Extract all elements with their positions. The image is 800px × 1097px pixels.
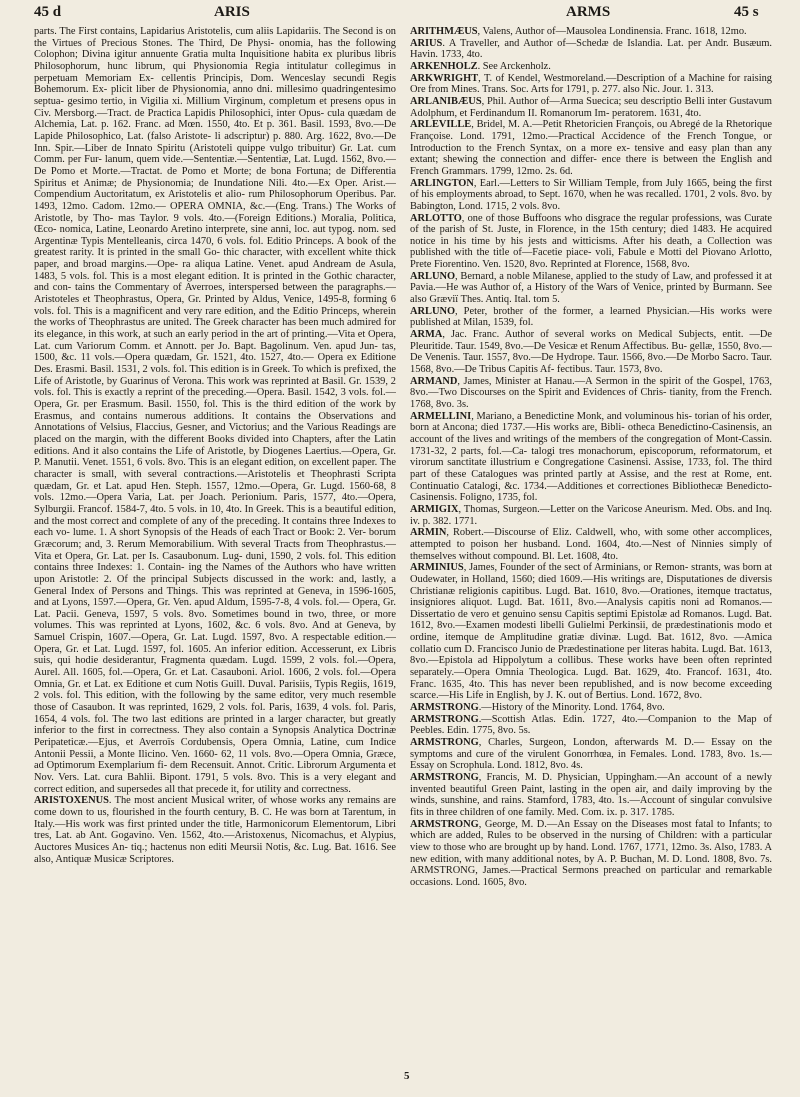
entry-aristotle-continued: parts. The First contains, Lapidarius Aristotelis, cum aliis Lapidariis. The Second is on the Virtues of Precious Stones. The Third, De Physi- onomia, has the following Colophon; Divina igitur annuente Gratia multa Inquisitione habita ex pluribus libris Philosophorum, hunc librum, qui Physionomia Regia intitulatur collegimus in perpetuam Memoriam Ex- cellentis Principis, Dom. Wenceslay secundi Regis Bohemorum. Ex- plicit liber de Physionomia, anno dni. millesimo quadringentesimo septua- gesimo tertio, in Vigilia xi. Millium Virginum, completum et presens opus in Civ. Mersborg.—Tract. de Practica Lapidis Philosophici, inter Opus- cula quædam de Alchemia, Lat. p. 162. Franc. ad Mœn. 1550, 4to. Et p. 361. Basil. 1593, 8vo.—De Lapide Philosophico, Lat. (falso Aristote- li adscriptur) p. 880. Arg. 1622, 8vo.—De Inn. Spir.—Liber de Innato Spiritu (Aristoteli quippe vulgo tribuitur) Gr. Lat. cum Comm. per Fur- lanum, quem vide.—Sententiæ.—Sententiæ, Lat. Lugd. 1562, 8vo.— De Pomo et Morte.—Tractat. de Pomo et Morte; de bona Fortuna; de Differentia Spiritus et Animæ; de Physionomia; de Inundatione Nili. 4to.—Ex Oper. Arist.—Compendium Auctoritatum, ex Aristotelis et alio- rum Philosophorum Operibus. Par. 1493, 12mo. Cadom. 12mo.— OPERA OMNIA, &c.—(Eng. Trans.) The Works of Aristotle, by Tho- mas Taylor. 9 vols. 4to.—(Foreign Editions.) Moralia, Politica, Œco- nomica, Latine, Leonardo Aretino interprete, sine anni, loc. aut typog. nom. sed Argentinæ Typis Mentelleanis, circa 1470, 6 vols. fol. Editio Princeps. A book of the greatest rarity. It is printed in the small Go- thic character, with excellent white thick paper, and broad margins.—Ope- ra aliqua Latine. Venet. apud Andream de Asula, 1483, 5 vols. fol. This is a most elegant edition. It is printed in the Gothic character, and con- tains the Commentary of Averroes, interspersed between the paragraphs.— Aristoteles et Theophrastus, Opera, Gr. Printed by Aldus, Venice, 1495-8, forming 6 vols. fol. This is a magnificent and very rare edition, and the Editio Princeps, wherein the works of Theophrastus are united. The Greek character has been much admired for its elegance, in this work, at such an early period in the art of printing.—Vita et Opera, Lat. cum Variorum Comm. et Annott. per Jo. Bapt. Bagolinum. Ven. apud Jun- tas, 1500, &c. 11 vols.—Opera quædam, Gr. 1521, 4to. 1527, 4to.— Opera ex Editione Des. Erasmi. Basil. 1531, 2 vols. fol. This edition is in Greek. To which is prefixed, the Life of Aristotle, by Guarinus of Verona. This work was reprinted at Basil. Gr. 1539, 2 vols. fol. This is exactly a reprint of the preceding.—Opera. Basil. 1542, 3 vols. fol.— Opera, Gr. per Erasmum. Basil. 1550, fol. This is the third edition of the work by Erasmus, and contains numerous additions. It contains the Observations and Annotations of Velsius, Flaccius, Gesner, and Victorius; and the Various Readings are placed on the margin, with the different Books divided into Chapters, after the Latin editions. And it also contains the Life of Aristotle, by Diogenes Laertius.—Opera, Gr. P. Manutii. Venet. 1551, 6 vols. 8vo. This is an elegant edition, on excellent paper. The character is small, with several contractions.—Aristotelis et Theophrasti Scripta quædam, Gr. et Lat. apud Hen. Steph. 1557, 12mo.—Opera, Gr. Lugd. 1560-68, 8 vols. 12mo.—Opera Varia, Lat. per Joach. Perionium. Paris, 1577, 4to.—Opera, Sylburgii. Francof. 1584-7, 4to. 5 vols. in 10, 4to. In Greek. This is a beautiful edition, and the most correct and complete of any of the preceding. It contains three Indexes to each vo- lume. 1. A short Synopsis of the Heads of each Tract or Book: 2. Ver- borum Græcorum; and, 3. Rerum Memorabilium. With several Tracts from Theophrastus.—Vita et Opera, Gr. Lat. per Is. Casaubonum. Lug- duni, 1590, 2 vols. fol. This edition contains three Indexes: 1. Contain- ing the Names of the Authors who have written upon Aristotle: 2. Of the principal Subjects discussed in the work: and, lastly, a General Index of Persons and Things. This was reprinted at Geneva, in 1596-1605, and at Lyons, 1597.—Opera, Gr. Ven. apud Aldum, 1595-7-8, 4 vols. fol.— Opera, Gr. Lat. Pacii. Geneva, 1597, 5 vols. 8vo. Sometimes bound in two, three, or more volumes. This was reprinted at Lyons, 1602, &c. 6 vols. 8vo. And at Geneva, by Samuel Crispin, 1607.—Opera, Gr. Lat. Lugd. 1597, 8vo. A respectable edition.—Opera, Gr. et Lat. Lugd. 1597, fol. 1605. An inferior edition. Accesserunt, ex Libris suis, qui hodie desiderantur, Fragmenta quædam. Lugd. 1599, 2 vols. fol.—Opera, Aurel. All. 1605, fol.—Opera, Gr. et Lat. Casauboni. Ariol. 1606, 2 vols. fol.—Opera Omnia, Gr. et Lat. ex Editione et cum Notis Guill. Duval. Parisiis, Typis Regiis, 1619, 2 vols. fol. This edition, with the following by the same editor, very much resemble those of Casaubon. It was reprinted, 1629, 2 vols. fol. Paris, 1639, 4 vols. fol. Paris, 1654, 4 vols. fol. The two last editions are printed in a larger character, but greatly inferior to the first in correctness. They also contain a Synopsis Analytica Doctrinæ Peripateticæ.—Ejus, et Averroïs Cordubensis, Opera Omnia, Latine, cum Indice Antonii Pessii, a Monte Ilicino. Ven. 1660- 62, 11 vols. 8vo.—Opera Omnia, Græce, ad Optimorum Exemplarium fi- dem Recensuit. Annot. Critic. Librorum Argumenta et Nov. Vers. Lat. cura Bahlii. Bipont. 1791, 5 vols. 8vo. This is a very elegant and correct edition, and supersedes all that precede it, for utility and correctness.	[34, 26, 396, 795]
entry-arlanibaeus: ARLANIBÆUS, Phil. Author of—Arma Suecica; seu descriptio Belli inter Gustavum Adolphum, et Ferdinandum II. Romanorum Im- peratorem. 1631, 4to.	[410, 95, 772, 119]
entry-arius: ARIUS. A Traveller, and Author of—Schedæ de Islandia. Lat. per Andr. Busæum. Havin. 1733, 4to.	[410, 37, 772, 61]
entry-arkwright: ARKWRIGHT, T. of Kendel, Westmoreland.—Description of a Machine for raising Ore from Mines. Trans. Soc. Arts for 1791, p. 277. also Nic. Jour. 1. 313.	[410, 72, 772, 96]
headword: ARLEVILLE	[410, 119, 472, 131]
entry-arlington: ARLINGTON, Earl.—Letters to Sir William Temple, from July 1665, being the first of his employments abroad, to Sept. 1670, when he was recalled. 1701, 2 vols. 8vo. by Babington, Lond. 1715, 2 vols. 8vo.	[410, 177, 772, 212]
headword: ARMAND	[410, 375, 458, 387]
column-divider	[398, 30, 399, 1070]
entry-aristoxenus: ARISTOXENUS. The most ancient Musical writer, of whose works any remains are come down to us, flourished in the fourth century, B. C. He was born at Tarentum, in Italy.—His work was first printed under the title, Harmonicorum Elementorum, Libri tres, Lat. ab Ant. Gogavino. Ven. 1562, 4to.—Aristoxenus, Nicomachus, et Alypius, Auctores Musices An- tiq.; hactenus non editi Meursii Notis, &c. Lug. Bat. 1616. See also, Antiquæ Musicæ Scriptores.	[34, 795, 396, 865]
headword: ARLINGTON	[410, 177, 474, 189]
headword: ARMELLINI	[410, 410, 472, 422]
headword: ARMIGIX	[410, 503, 459, 515]
running-title-left: ARIS	[214, 4, 250, 20]
entry-arlotto: ARLOTTO, one of those Buffoons who disgrace the regular professions, was Curate of the parish of St. Juste, in Florence, in the 15th century; died 1483. He acquired notice in his time by his jests and witticisms. After his death, a Collection was published with the title of—Facetie piace- voli, Fabule e Motti del Piovano Arlotto, Prete Fiorentino. Ven. 1520, 8vo. Reprinted at Florence, 1568, 8vo.	[410, 212, 772, 271]
headword: ARMSTRONG	[410, 702, 479, 714]
right-column	[410, 26, 772, 1086]
headword: ARMSTRONG	[410, 713, 479, 725]
headword: ARITHMÆUS	[410, 26, 478, 37]
signature-mark: 5	[404, 1070, 410, 1082]
entry-arma: ARMA, Jac. Franc. Author of several works on Medical Subjects, entit. —De Pleuritide. Taur. 1549, 8vo.—De Vesicæ et Renum Affectibus. Bu- gellæ, 1550, 8vo.—De Venenis. Taur. 1557, 8vo.—De Hydrope. Taur. 1566, 8vo.—De Morbo Sacro. Taur. 1568, 8vo.—De Tribus Capitis Af- fectibus. Taur. 1573, 8vo.	[410, 329, 772, 376]
entry-armstrong-francis: ARMSTRONG, Francis, M. D. Physician, Uppingham.—An account of a newly invented beautiful Green Paint, lasting in the open air, and daily improving by the winds, sunshine, and rains. Stamford, 1783, 4to. 1s.—Account of singular convulsive fits in three children of one family. Med. Com. ix. p. 317. 1785.	[410, 772, 772, 818]
entry-armstrong-george: ARMSTRONG, George, M. D.—An Essay on the Diseases most fatal to Infants; to which are added, Rules to be observed in the nursing of Children: with a particular view to those who are brought up by hand. Lond. 1767, 1771, 12mo. 3s. Also, 1783. A new edition, with many additional notes, by A. P. Buchan, M. D. Lond. 1808, 8vo. 7s. ARMSTRONG, James.—Practical Sermons preached on particular and remarkable occasions. Lond. 1605, 8vo.	[410, 818, 772, 888]
headword: ARMIN	[410, 527, 447, 539]
headword: ARLOTTO	[410, 212, 462, 224]
headword: ARKWRIGHT	[410, 72, 479, 84]
entry-arleville: ARLEVILLE, Bridel, M. A.—Petit Rhetoricien François, ou Abregé de la Rhetorique Françoise. Lond. 1791, 12mo.—Practical Accidence of the French Tongue, or Introduction to the French Syntax, on a more ex- tensive and easy plan than any extant; shewing the connection and differ- ence there is between the English and French Grammars. 1799, 12mo. 2s. 6d.	[410, 119, 772, 177]
entry-arluno-peter: ARLUNO, Peter, brother of the former, a learned Physician.—His works were published at Milan, 1539, fol.	[410, 305, 772, 329]
headword: ARMSTRONG	[410, 737, 479, 749]
page-number-right: 45 s	[734, 4, 759, 20]
entry-armin: ARMIN, Robert.—Discourse of Eliz. Caldwell, who, with some other accomplices, attempted to poison her husband. Lond. 1604, 4to.—Nest of Ninnies simply of themselves without compound. Bl. Let. 1608, 4to.	[410, 527, 772, 562]
headword: ARLUNO	[410, 270, 456, 282]
entry-armand: ARMAND, James, Minister at Hanau.—A Sermon in the spirit of the Gospel, 1763, 8vo.—Two Discourses on the Spirit and Evidences of Chris- tianity, from the French. 1768, 8vo. 3s.	[410, 375, 772, 410]
headword: ARLUNO	[410, 305, 456, 317]
headword: ARMA	[410, 329, 443, 341]
entry-arminius: ARMINIUS, James, Founder of the sect of Arminians, or Remon- strants, was born at Oudewater, in Holland, 1560; died 1609.—His writings are, Disputationes de diversis Christianæ religionis capitibus. Lugd. Bat. 1610, 8vo.—Orationes, itemque tractatus, insigniores aliquot. Lugd. Bat. 1611, 8vo.—Analysis capitis noni ad Romanos.—Dissertatio de vero et genuino sensu Capitis septimi Epistolæ ad Romanos. Lugd. Bat. 1612, 8vo.—Examen modesti libelli Gulielmi Perkinsii, de prædestinationis modo et ordine, itemque de Amplitudine gratiæ divinæ. Lugd. Bat. 1612, 8vo. —Amica collatio cum D. Francisco Junio de Prædestinatione per literas habita. Lugd. Bat. 1613, 8vo.—Epistola ad Hippolytum a collibus. These works have been often reprinted separately.—Opera Omnia Theologica. Lugd. Bat. 1629, 4to. Francof. 1631, 4to. Franc. 1635, 4to. This has never been republished, and is now become exceeding scarce.—His Life in English, by J. K. out of Bertius. Lond. 1672, 8vo.	[410, 562, 772, 702]
headword: ARMINIUS	[410, 562, 464, 574]
left-column	[34, 26, 396, 1086]
page-number-left: 45 d	[34, 4, 62, 20]
entry-armstrong-charles: ARMSTRONG, Charles, Surgeon, London, afterwards M. D.— Essay on the symptoms and cure of the virulent Gonorrhœa, in Females. Lond. 1783, 8vo. 1s.—Essay on Scrophula. Lond. 1812, 8vo. 4s.	[410, 737, 772, 772]
entry-armellini: ARMELLINI, Mariano, a Benedictine Monk, and voluminous his- torian of his order, born at Ancona; died 1737.—His works are, Bibli- otheca Benedictino-Casinensis, an account of the lives and writings of the members of the congregation of Mont-Cassin. 1731-32, 2 parts, fol.—Ca- talogi tres monachorum, episcoporum, reformatorum, et virorum sanctitate illustrium e Congregatione Casinensi. Assise, 1733, fol. The third part of these Catalogues was printed partly at Assise, and the rest at Rome, ent. Continuatio Catalogi, &c. 1734.—Additiones et correctiones Bibliothecæ Benedicto-Casinensis. Foligno, 1735, fol.	[410, 410, 772, 504]
entry-armstrong-minority: ARMSTRONG.—History of the Minority. Lond. 1764, 8vo.	[410, 702, 665, 714]
entry-arluno-bernard: ARLUNO, Bernard, a noble Milanese, applied to the study of Law, and professed it at Pavia.—He was Author of, a History of the Wars of Venice, printed by Burmann. See also Græviï Thes. Antiq. Ital. tom 5.	[410, 270, 772, 306]
entry-armigix: ARMIGIX, Thomas, Surgeon.—Letter on the Varicose Aneurism. Med. Obs. and Inq. iv. p. 382. 1771.	[410, 503, 772, 527]
headword: ARISTOXENUS	[34, 795, 109, 807]
headword: ARKENHOLZ	[410, 60, 478, 72]
entry-arithmaeus: ARITHMÆUS, Valens, Author of—Mausolea Londinensia. Franc. 1618, 12mo.	[410, 26, 747, 37]
headword: ARMSTRONG	[410, 772, 479, 783]
running-title-right: ARMS	[566, 4, 611, 20]
entry-arkenholz: ARKENHOLZ. See Arckenholz.	[410, 60, 551, 72]
headword: ARMSTRONG	[410, 818, 479, 830]
headword: ARIUS	[410, 37, 443, 49]
headword: ARLANIBÆUS	[410, 95, 482, 107]
running-header	[0, 4, 800, 22]
entry-armstrong-atlas: ARMSTRONG.—Scottish Atlas. Edin. 1727, 4to.—Companion to the Map of Peebles. Edin. 1775, 8vo. 5s.	[410, 713, 772, 737]
